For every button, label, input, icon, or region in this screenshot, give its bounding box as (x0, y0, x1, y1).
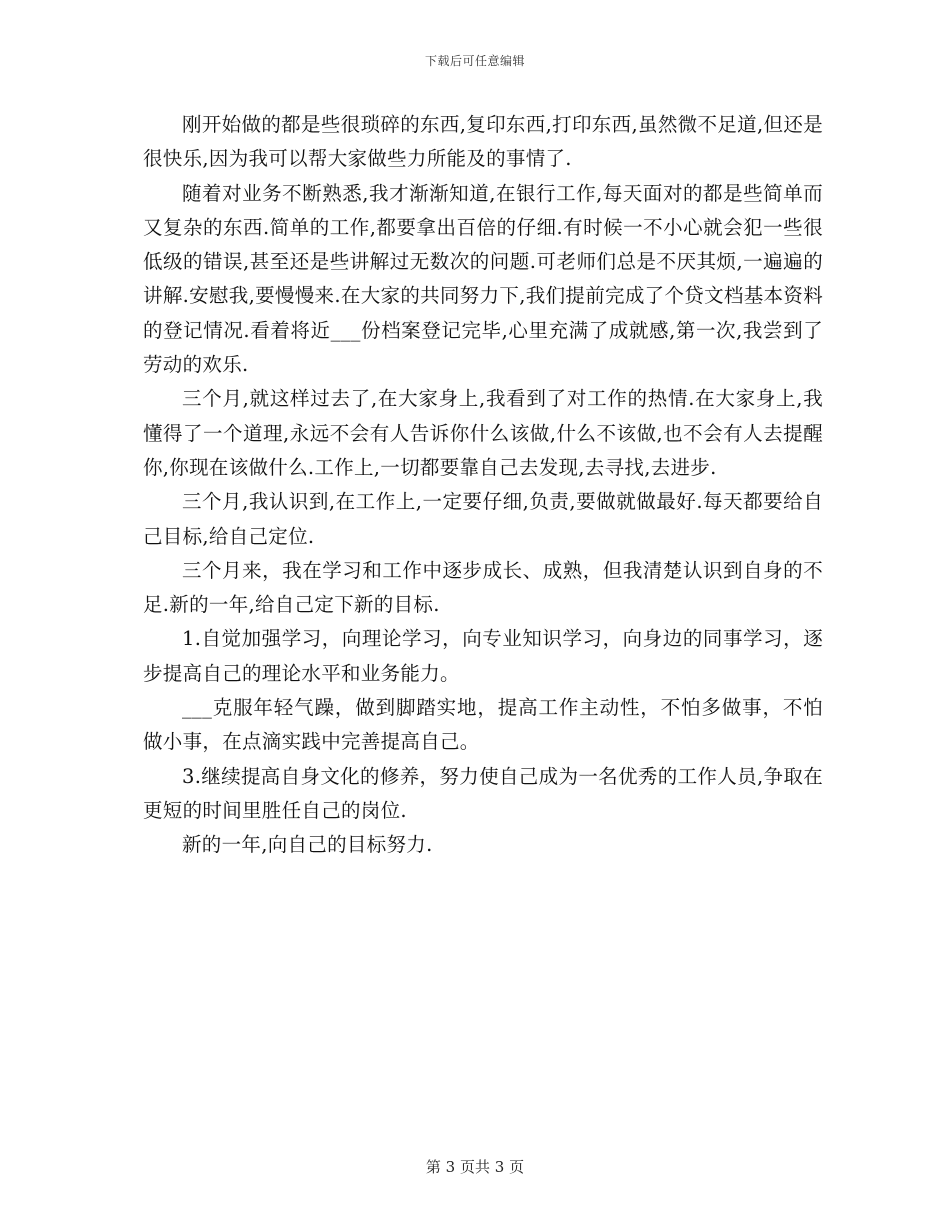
page-number-footer: 第 3 页共 3 页 (425, 1158, 525, 1176)
paragraph-7: ___克服年轻气躁，做到脚踏实地，提高工作主动性，不怕多做事，不怕做小事，在点滴实践中完善提高自己。 (143, 696, 823, 754)
page-header-note: 下载后可任意编辑 (424, 54, 525, 68)
paragraph-5: 三个月来，我在学习和工作中逐步成长、成熟，但我清楚认识到自身的不足.新的一年,给自己定下新的目标. (143, 558, 823, 617)
paragraph-4: 三个月,我认识到,在工作上,一定要仔细,负责,要做就做最好.每天都要给自己目标,给自己定位. (143, 490, 823, 548)
paragraph-1: 刚开始做的都是些很琐碎的东西,复印东西,打印东西,虽然微不足道,但还是很快乐,因为我可以帮大家做些力所能及的事情了. (143, 113, 823, 171)
paragraph-8: 3.继续提高自身文化的修养，努力使自己成为一名优秀的工作人员,争取在更短的时间里胜任自己的岗位. (143, 764, 823, 822)
paragraph-9: 新的一年,向自己的目标努力. (182, 833, 433, 857)
paragraph-6: 1.自觉加强学习，向理论学习，向专业知识学习，向身边的同事学习，逐步提高自己的理论水平和业务能力。 (143, 627, 823, 685)
paragraph-3: 三个月,就这样过去了,在大家身上,我看到了对工作的热情.在大家身上,我懂得了一个道理,永远不会有人告诉你什么该做,什么不该做,也不会有人去提醒你,你现在该做什么.工作上,一切都要靠自己去发现,去寻找,去进步. (143, 387, 823, 479)
paragraph-2: 随着对业务不断熟悉,我才渐渐知道,在银行工作,每天面对的都是些简单而又复杂的东西.简单的工作,都要拿出百倍的仔细.有时候一不小心就会犯一些很低级的错误,甚至还是些讲解过无数次的问题.可老师们总是不厌其烦,一遍遍的讲解.安慰我,要慢慢来.在大家的共同努力下,我们提前完成了个贷文档基本资料的登记情况.看着将近___份档案登记完毕,心里充满了成就感,第一次,我尝到了劳动的欢乐. (143, 181, 823, 377)
document-body (143, 108, 823, 863)
